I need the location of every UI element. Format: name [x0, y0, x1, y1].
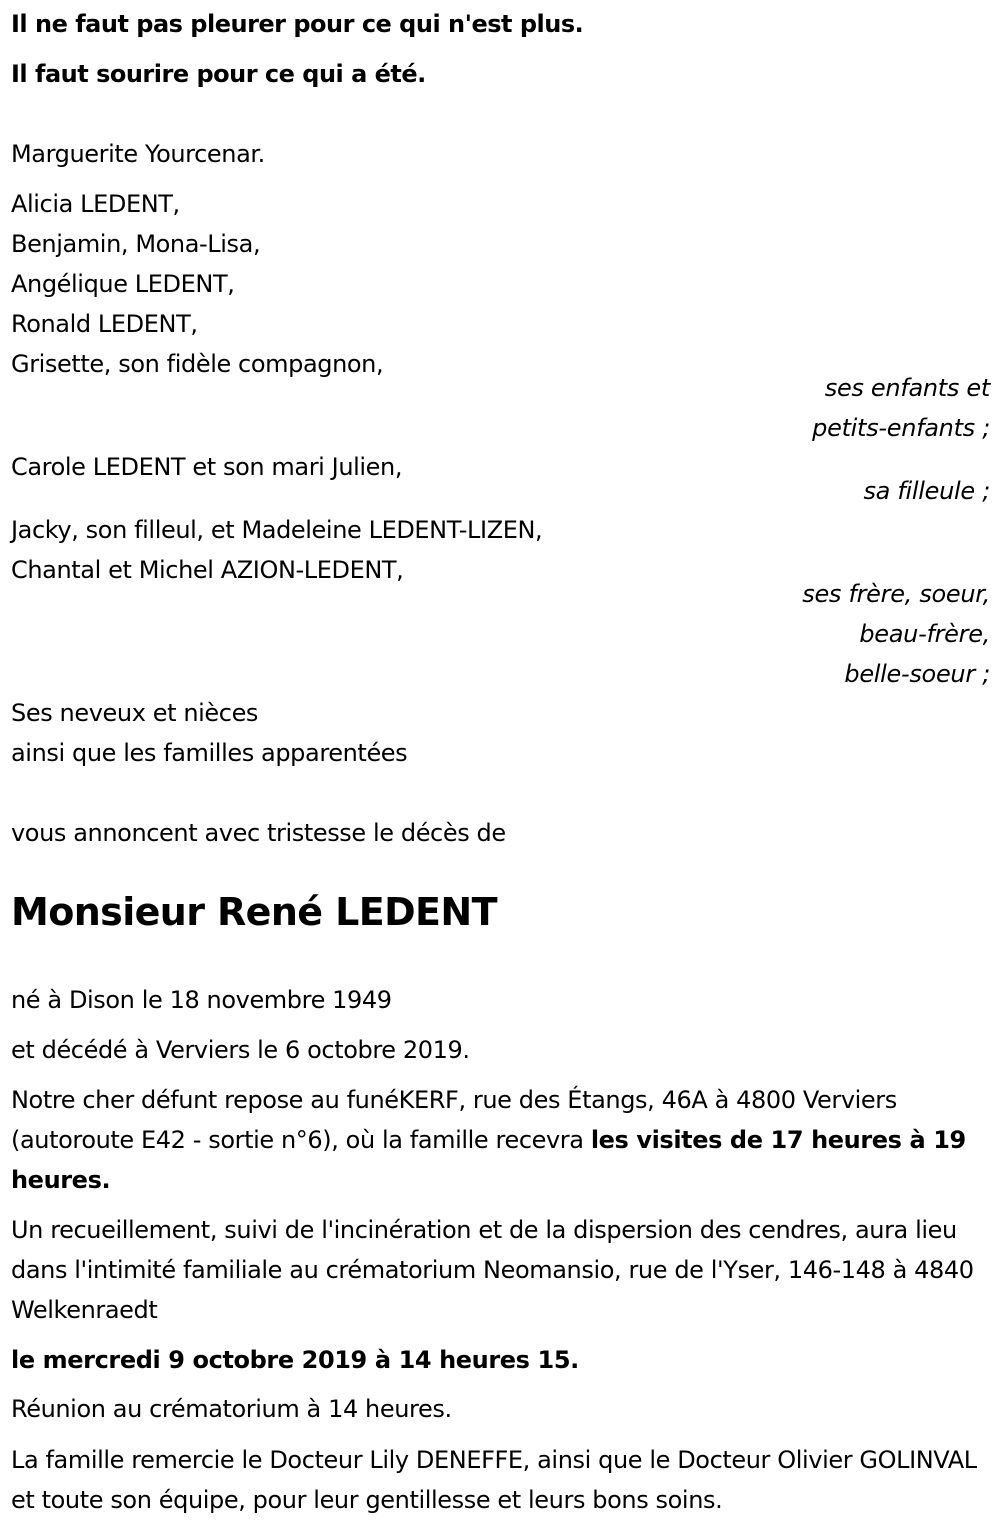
- thanks-paragraph: La famille remercie le Docteur Lily DENEFFE, ainsi que le Docteur Olivier GOLINVAL et toute son équipe, pour leur gentillesse et leurs bons soins.: [11, 1446, 977, 1514]
- quote-line-1: Il ne faut pas pleurer pour ce qui n'est plus.: [11, 10, 584, 38]
- announcement: vous annoncent avec tristesse le décès de: [11, 819, 506, 847]
- family-child: Grisette, son fidèle compagnon,: [11, 350, 384, 378]
- ceremony-date: le mercredi 9 octobre 2019 à 14 heures 15.: [11, 1346, 579, 1374]
- siblings-relation: beau-frère,: [859, 620, 990, 648]
- sibling: Chantal et Michel AZION-LEDENT,: [11, 556, 404, 584]
- deceased-name: Monsieur René LEDENT: [11, 890, 497, 934]
- rest-paragraph: [11, 1080, 986, 1200]
- siblings-relation: belle-soeur ;: [844, 660, 990, 688]
- death-info: et décédé à Verviers le 6 octobre 2019.: [11, 1036, 470, 1064]
- visit-hours: les visites de 17 heures à 19 heures.: [11, 1126, 966, 1194]
- family-child: Alicia LEDENT,: [11, 190, 180, 218]
- other-family: Ses neveux et nièces: [11, 699, 259, 727]
- quote-author: Marguerite Yourcenar.: [11, 140, 265, 168]
- other-family: ainsi que les familles apparentées: [11, 739, 408, 767]
- goddaughter-relation: sa filleule ;: [863, 477, 990, 505]
- ceremony-paragraph: Un recueillement, suivi de l'incinération et de la dispersion des cendres, aura lieu dans l'intimité familiale au crématorium Neomansio, rue de l'Yser, 146-148 à 4840 Welkenraedt: [11, 1216, 974, 1324]
- goddaughter: Carole LEDENT et son mari Julien,: [11, 453, 403, 481]
- quote-line-2: Il faut sourire pour ce qui a été.: [11, 60, 426, 88]
- family-child: Ronald LEDENT,: [11, 310, 198, 338]
- children-relation: ses enfants et: [824, 374, 990, 402]
- family-child: Angélique LEDENT,: [11, 270, 235, 298]
- meeting-info: Réunion au crématorium à 14 heures.: [11, 1395, 452, 1423]
- birth-info: né à Dison le 18 novembre 1949: [11, 986, 392, 1014]
- family-child: Benjamin, Mona-Lisa,: [11, 230, 261, 258]
- siblings-relation: ses frère, soeur,: [802, 580, 990, 608]
- children-relation: petits-enfants ;: [812, 414, 990, 442]
- sibling: Jacky, son filleul, et Madeleine LEDENT-LIZEN,: [11, 516, 543, 544]
- rest-text: Notre cher défunt repose au funéKERF, rue des Étangs, 46A à 4800 Verviers (autoroute E42 - sortie n°6), où la famille recevra: [11, 1086, 897, 1154]
